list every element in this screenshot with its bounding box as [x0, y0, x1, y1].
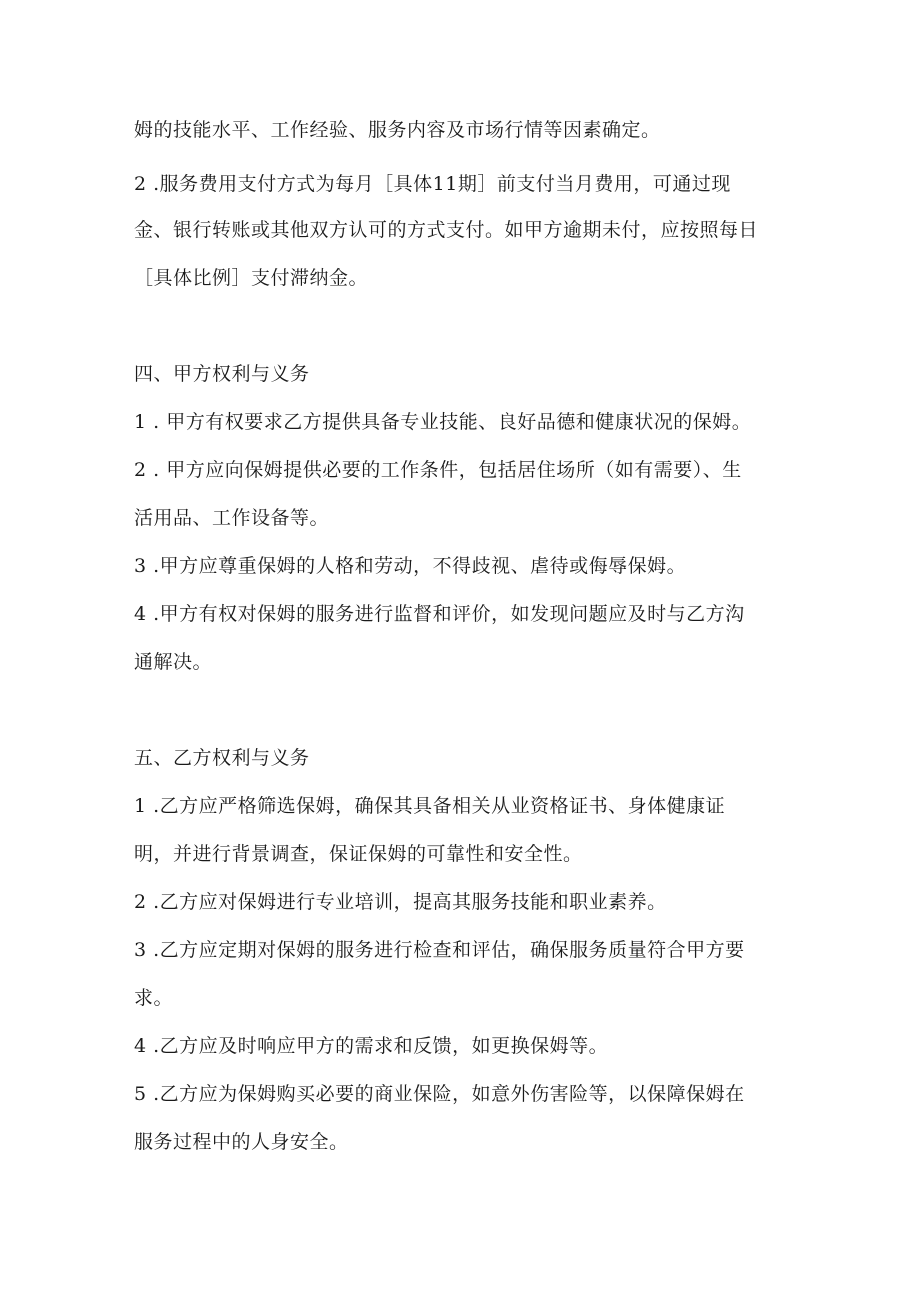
text-line: 金、银行转账或其他双方认可的方式支付。如甲方逾期未付，应按照每日 — [134, 219, 759, 241]
text-line: 活用品、工作设备等。 — [134, 507, 330, 529]
text-line: 3 .乙方应定期对保姆的服务进行检查和评估，确保服务质量符合甲方要 — [134, 939, 745, 961]
text-line: 2 .服务费用支付方式为每月［具体11期］前支付当月费用，可通过现 — [134, 173, 731, 195]
text-line: 1 .乙方应严格筛选保姆，确保其具备相关从业资格证书、身体健康证 — [134, 795, 726, 817]
text-line: 3 .甲方应尊重保姆的人格和劳动，不得歧视、虐待或侮辱保姆。 — [134, 555, 687, 577]
text-line: 2 . 甲方应向保姆提供必要的工作条件，包括居住场所（如有需要）、生 — [134, 459, 742, 481]
text-line: 5 .乙方应为保姆购买必要的商业保险，如意外伤害险等，以保障保姆在 — [134, 1083, 745, 1105]
section-heading: 五、乙方权利与义务 — [134, 747, 310, 769]
text-line: 1 . 甲方有权要求乙方提供具备专业技能、良好品德和健康状况的保姆。 — [134, 411, 752, 433]
section-heading: 四、甲方权利与义务 — [134, 363, 310, 385]
text-line: 明，并进行背景调查，保证保姆的可靠性和安全性。 — [134, 843, 583, 865]
text-line: 通解决。 — [134, 651, 213, 673]
text-line: 4 .乙方应及时响应甲方的需求和反馈，如更换保姆等。 — [134, 1035, 609, 1057]
text-line: 4 .甲方有权对保姆的服务进行监督和评价，如发现问题应及时与乙方沟 — [134, 603, 745, 625]
text-line: 姆的技能水平、工作经验、服务内容及市场行情等因素确定。 — [134, 119, 661, 141]
text-line: 2 .乙方应对保姆进行专业培训，提高其服务技能和职业素养。 — [134, 891, 667, 913]
text-line: 求。 — [134, 987, 174, 1009]
text-line: 服务过程中的人身安全。 — [134, 1131, 349, 1153]
text-line: ［具体比例］支付滞纳金。 — [134, 267, 369, 289]
